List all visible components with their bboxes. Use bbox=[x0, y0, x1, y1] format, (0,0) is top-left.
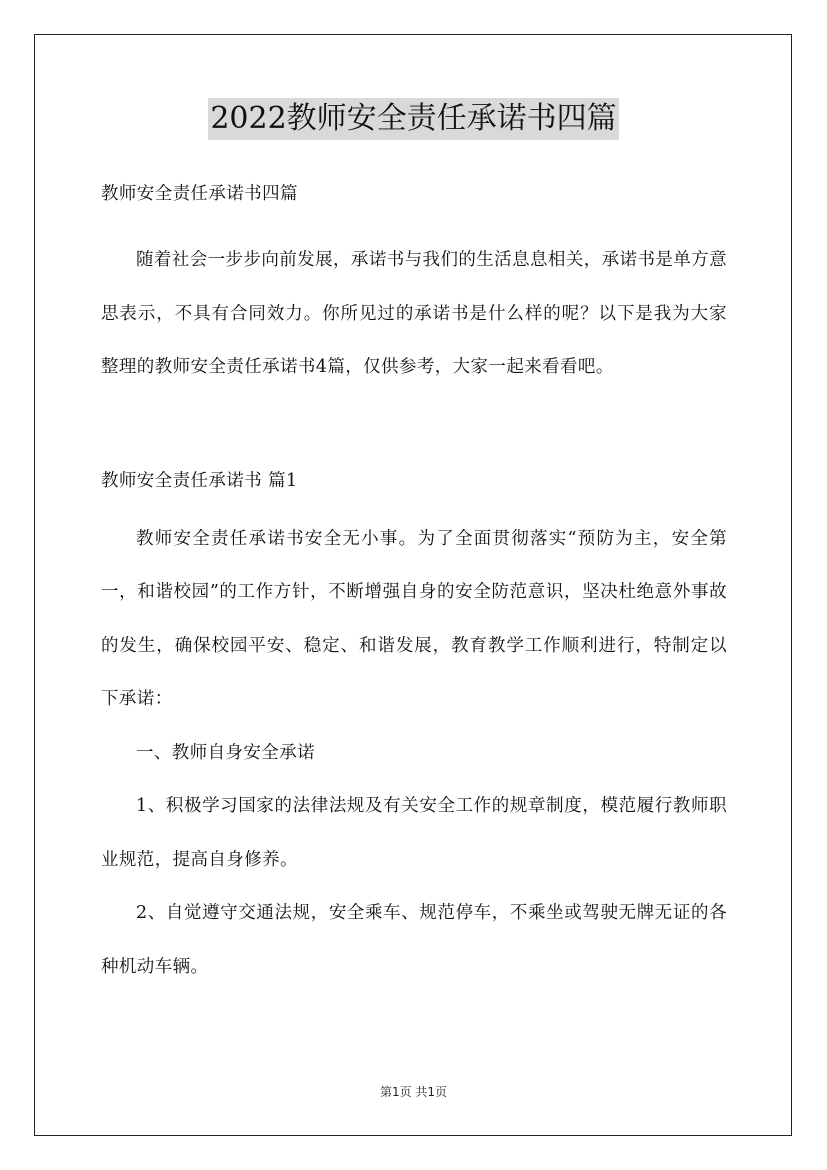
page-footer: 第1页 共1页 bbox=[379, 1085, 448, 1099]
document-title: 2022教师安全责任承诺书四篇 bbox=[208, 98, 618, 140]
document-body bbox=[101, 176, 727, 994]
document-subtitle: 教师安全责任承诺书四篇 bbox=[101, 184, 298, 204]
section-heading: 教师安全责任承诺书 篇1 bbox=[101, 470, 298, 491]
title-container bbox=[0, 98, 827, 140]
commitment-item-1: 1、积极学习国家的法律法规及有关安全工作的规章制度，模范履行教师职业规范，提高自身修养。 bbox=[101, 796, 727, 870]
subsection-heading: 一、教师自身安全承诺 bbox=[136, 742, 315, 763]
intro-paragraph: 随着社会一步步向前发展，承诺书与我们的生活息息相关，承诺书是单方意思表示，不具有合同效力。你所见过的承诺书是什么样的呢？以下是我为大家整理的教师安全责任承诺书4篇，仅供参考，大家一起来看看吧。 bbox=[101, 250, 727, 377]
section-paragraph: 教师安全责任承诺书安全无小事。为了全面贯彻落实“预防为主，安全第一，和谐校园”的工作方针，不断增强自身的安全防范意识，坚决杜绝意外事故的发生，确保校园平安、稳定、和谐发展，教育教学工作顺利进行，特制定以下承诺： bbox=[101, 528, 727, 709]
commitment-item-2: 2、自觉遵守交通法规，安全乘车、规范停车，不乘坐或驾驶无牌无证的各种机动车辆。 bbox=[101, 903, 727, 977]
